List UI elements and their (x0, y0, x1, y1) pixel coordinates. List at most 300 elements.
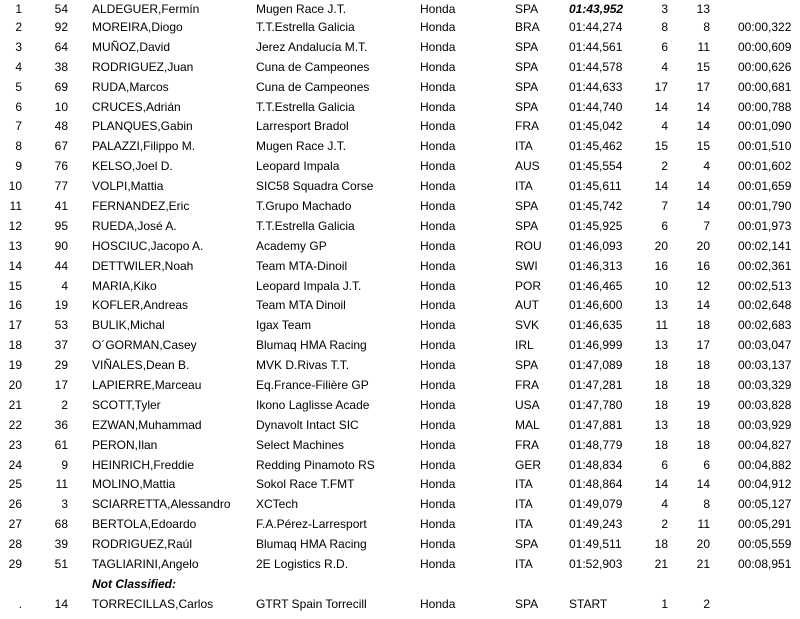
cell-rider: BULIK,Michal (92, 318, 165, 333)
cell-pos: 7 (15, 119, 22, 134)
cell-laps: 4 (661, 497, 668, 512)
cell-rider: MOLINO,Mattia (92, 477, 176, 492)
cell-gap: 00:05,127 (738, 497, 792, 512)
cell-rider: RODRIGUEZ,Raúl (92, 537, 193, 552)
cell-laps: 6 (661, 457, 668, 472)
cell-best: 14 (696, 477, 710, 492)
cell-best: 14 (696, 179, 710, 194)
cell-gap: 00:04,912 (738, 477, 792, 492)
cell-make: Honda (420, 338, 456, 353)
table-row (0, 117, 800, 137)
cell-nat: GER (515, 457, 542, 472)
table-row (0, 495, 800, 515)
cell-rider: PLANQUES,Gabin (92, 119, 193, 134)
cell-best: 17 (696, 338, 710, 353)
cell-num: 51 (54, 557, 68, 572)
table-row (0, 78, 800, 98)
cell-make: Honda (420, 477, 456, 492)
cell-time: 01:45,554 (569, 159, 623, 174)
cell-laps: 4 (661, 119, 668, 134)
cell-pos: . (18, 596, 22, 611)
cell-make: Honda (420, 159, 456, 174)
cell-make: Honda (420, 557, 456, 572)
cell-time: 01:48,834 (569, 457, 623, 472)
cell-rider: BERTOLA,Edoardo (92, 517, 197, 532)
cell-team: T.T.Estrella Galicia (256, 99, 355, 114)
cell-pos: 11 (9, 199, 22, 214)
cell-time: 01:46,600 (569, 298, 623, 313)
cell-time: 01:46,465 (569, 278, 623, 293)
cell-nat: SPA (515, 358, 539, 373)
cell-nat: ROU (515, 238, 542, 253)
table-row (0, 277, 800, 297)
cell-team: Jerez Andalucía M.T. (256, 39, 368, 54)
cell-laps: 18 (654, 378, 668, 393)
cell-team: Igax Team (256, 318, 312, 333)
cell-time: 01:46,313 (569, 258, 623, 273)
cell-best: 19 (696, 397, 710, 412)
cell-num: 29 (54, 358, 68, 373)
cell-best: 11 (697, 39, 710, 54)
cell-nat: BRA (515, 20, 540, 34)
cell-make: Honda (420, 457, 456, 472)
cell-pos: 29 (8, 557, 22, 572)
cell-nat: AUS (515, 159, 540, 174)
cell-rider: MOREIRA,Diogo (92, 20, 183, 34)
cell-laps: 13 (654, 298, 668, 313)
cell-num: 61 (54, 437, 68, 452)
table-row (0, 237, 800, 257)
cell-laps: 2 (661, 159, 668, 174)
cell-team: Larresport Bradol (256, 119, 349, 134)
table-row (0, 58, 800, 78)
cell-gap: 00:02,361 (738, 258, 792, 273)
cell-num: 48 (54, 119, 68, 134)
cell-pos: 6 (15, 99, 22, 114)
cell-gap: 00:02,648 (738, 298, 792, 313)
cell-pos: 19 (8, 358, 22, 373)
table-row (0, 217, 800, 237)
cell-nat: ITA (515, 497, 533, 512)
cell-num: 9 (61, 457, 68, 472)
cell-gap: 00:01,602 (738, 159, 792, 174)
cell-make: Honda (420, 179, 456, 194)
cell-time: 01:45,925 (569, 218, 623, 233)
cell-pos: 14 (8, 258, 22, 273)
cell-num: 19 (54, 298, 68, 313)
cell-make: Honda (420, 278, 456, 293)
cell-gap: 00:01,090 (738, 119, 792, 134)
cell-pos: 1 (15, 2, 22, 16)
cell-rider: EZWAN,Muhammad (92, 417, 202, 432)
cell-make: Honda (420, 437, 456, 452)
cell-make: Honda (420, 537, 456, 552)
cell-time: START (569, 596, 608, 611)
cell-time: 01:46,635 (569, 318, 623, 333)
cell-time: 01:47,780 (569, 397, 623, 412)
cell-team: 2E Logistics R.D. (256, 557, 349, 572)
cell-team: XCTech (256, 497, 299, 512)
cell-laps: 11 (655, 318, 668, 333)
table-row (0, 98, 800, 118)
cell-gap: 00:04,882 (738, 457, 792, 472)
cell-best: 6 (703, 457, 710, 472)
cell-team: Blumaq HMA Racing (256, 338, 367, 353)
cell-laps: 21 (654, 557, 668, 572)
cell-time: 01:44,740 (569, 99, 623, 114)
cell-best: 18 (696, 378, 710, 393)
cell-nat: ITA (515, 139, 533, 154)
cell-team: Mugen Race J.T. (256, 2, 347, 16)
cell-gap: 00:03,828 (738, 397, 792, 412)
cell-team: Sokol Race T.FMT (256, 477, 355, 492)
cell-nat: ITA (515, 477, 533, 492)
cell-team: Ikono Laglisse Acade (256, 397, 370, 412)
cell-nat: SPA (515, 596, 539, 611)
cell-laps: 10 (654, 278, 668, 293)
cell-make: Honda (420, 258, 456, 273)
cell-best: 17 (696, 79, 710, 94)
cell-num: 39 (54, 537, 68, 552)
cell-gap: 00:02,141 (738, 238, 792, 253)
cell-time: 01:44,561 (569, 39, 623, 54)
cell-team: Cuna de Campeones (256, 79, 370, 94)
cell-time: 01:45,611 (569, 179, 622, 194)
cell-laps: 13 (654, 417, 668, 432)
cell-pos: 9 (15, 159, 22, 174)
table-row (0, 376, 800, 396)
cell-team: Dynavolt Intact SIC (256, 417, 359, 432)
cell-gap: 00:03,047 (738, 338, 792, 353)
cell-best: 15 (696, 59, 710, 74)
cell-laps: 6 (661, 218, 668, 233)
cell-num: 95 (54, 218, 68, 233)
cell-laps: 2 (661, 517, 668, 532)
cell-gap: 00:03,137 (738, 358, 792, 373)
cell-pos: 10 (8, 179, 22, 194)
cell-time: 01:48,779 (569, 437, 623, 452)
table-row (0, 555, 800, 575)
cell-time: 01:46,999 (569, 338, 623, 353)
cell-time: 01:47,089 (569, 358, 623, 373)
cell-pos: 24 (8, 457, 22, 472)
cell-num: 68 (54, 517, 68, 532)
table-row (0, 475, 800, 495)
cell-best: 18 (696, 358, 710, 373)
cell-num: 77 (54, 179, 68, 194)
cell-make: Honda (420, 218, 456, 233)
cell-rider: MUÑOZ,David (92, 39, 171, 54)
cell-pos: 22 (8, 417, 22, 432)
cell-nat: SWI (515, 258, 538, 273)
cell-best: 16 (696, 258, 710, 273)
table-row (0, 137, 800, 157)
cell-team: GTRT Spain Torrecill (256, 596, 367, 611)
cell-num: 17 (54, 378, 68, 393)
cell-team: Team MTA-Dinoil (256, 258, 348, 273)
cell-best: 2 (703, 596, 710, 611)
cell-make: Honda (420, 397, 456, 412)
cell-num: 69 (54, 79, 68, 94)
cell-rider: HOSCIUC,Jacopo A. (92, 238, 204, 253)
cell-gap: 00:00,322 (738, 20, 792, 34)
cell-rider: TORRECILLAS,Carlos (92, 596, 214, 611)
cell-time: 01:46,093 (569, 238, 623, 253)
cell-gap: 00:02,513 (738, 278, 792, 293)
cell-laps: 14 (654, 179, 668, 194)
cell-gap: 00:01,510 (738, 139, 792, 154)
cell-rider: FERNANDEZ,Eric (92, 199, 190, 214)
cell-pos: 28 (8, 537, 22, 552)
cell-num: 11 (55, 477, 68, 492)
cell-pos: 13 (8, 238, 22, 253)
cell-gap: 00:00,626 (738, 59, 792, 74)
cell-best: 18 (696, 318, 710, 333)
table-row (0, 257, 800, 277)
cell-best: 13 (696, 2, 710, 16)
cell-pos: 20 (8, 378, 22, 393)
cell-gap: 00:00,788 (738, 99, 792, 114)
table-row (0, 436, 800, 456)
cell-make: Honda (420, 59, 456, 74)
cell-laps: 18 (654, 358, 668, 373)
cell-laps: 14 (654, 99, 668, 114)
cell-laps: 7 (661, 199, 668, 214)
cell-gap: 00:04,827 (738, 437, 792, 452)
cell-laps: 20 (654, 238, 668, 253)
cell-rider: PALAZZI,Filippo M. (92, 139, 196, 154)
cell-team: Eq.France-Filière GP (256, 378, 369, 393)
cell-time: 01:49,079 (569, 497, 623, 512)
cell-num: 4 (61, 278, 68, 293)
cell-pos: 15 (8, 278, 22, 293)
cell-make: Honda (420, 238, 456, 253)
cell-make: Honda (420, 517, 456, 532)
cell-nat: SPA (515, 79, 539, 94)
cell-nat: POR (515, 278, 542, 293)
table-row (0, 515, 800, 535)
cell-nat: SPA (515, 59, 539, 74)
cell-gap: 00:08,951 (738, 557, 792, 572)
cell-pos: 4 (15, 59, 22, 74)
cell-make: Honda (420, 39, 456, 54)
cell-laps: 15 (654, 139, 668, 154)
cell-rider: RUEDA,José A. (92, 218, 177, 233)
cell-rider: MARIA,Kiko (92, 278, 157, 293)
cell-best: 21 (696, 557, 710, 572)
cell-rider: HEINRICH,Freddie (92, 457, 195, 472)
cell-team: Mugen Race J.T. (256, 139, 347, 154)
cell-rider: RUDA,Marcos (92, 79, 169, 94)
cell-laps: 18 (654, 537, 668, 552)
cell-best: 14 (696, 119, 710, 134)
cell-make: Honda (420, 417, 456, 432)
cell-gap: 00:01,790 (738, 199, 792, 214)
cell-num: 38 (54, 59, 68, 74)
cell-time: 01:52,903 (569, 557, 623, 572)
table-row (0, 396, 800, 416)
table-row (0, 416, 800, 436)
cell-time: 01:44,274 (569, 20, 623, 34)
cell-gap: 00:02,683 (738, 318, 792, 333)
cell-team: Blumaq HMA Racing (256, 537, 367, 552)
cell-num: 90 (54, 238, 68, 253)
cell-rider: KOFLER,Andreas (92, 298, 189, 313)
cell-gap: 00:00,681 (738, 79, 792, 94)
cell-laps: 14 (654, 477, 668, 492)
cell-rider: KELSO,Joel D. (92, 159, 173, 174)
cell-make: Honda (420, 119, 456, 134)
cell-nat: SPA (515, 39, 539, 54)
cell-nat: SPA (515, 199, 539, 214)
cell-time: 01:47,881 (569, 417, 623, 432)
cell-rider: CRUCES,Adrián (92, 99, 181, 114)
cell-num: 14 (54, 596, 68, 611)
cell-nat: IRL (515, 338, 534, 353)
cell-gap: 00:03,929 (738, 417, 792, 432)
cell-rider: LAPIERRE,Marceau (92, 378, 202, 393)
cell-num: 54 (54, 2, 68, 16)
cell-best: 8 (703, 497, 710, 512)
cell-make: Honda (420, 2, 456, 16)
cell-rider: PERON,Ilan (92, 437, 158, 452)
cell-make: Honda (420, 318, 456, 333)
cell-gap: 00:01,659 (738, 179, 792, 194)
cell-pos: 21 (8, 397, 22, 412)
cell-team: T.Grupo Machado (256, 199, 352, 214)
cell-make: Honda (420, 139, 456, 154)
table-row (0, 177, 800, 197)
cell-team: Redding Pinamoto RS (256, 457, 375, 472)
cell-rider: DETTWILER,Noah (92, 258, 194, 273)
cell-num: 67 (54, 139, 68, 154)
cell-pos: 18 (8, 338, 22, 353)
cell-pos: 27 (8, 517, 22, 532)
cell-pos: 3 (15, 39, 22, 54)
table-row (0, 595, 800, 613)
cell-pos: 25 (8, 477, 22, 492)
cell-nat: MAL (515, 417, 540, 432)
cell-num: 2 (61, 397, 68, 412)
table-row (0, 316, 800, 336)
cell-rider: RODRIGUEZ,Juan (92, 59, 194, 74)
cell-pos: 8 (15, 139, 22, 154)
cell-rider: VIÑALES,Dean B. (92, 358, 190, 373)
cell-make: Honda (420, 596, 456, 611)
cell-make: Honda (420, 497, 456, 512)
cell-num: 44 (54, 258, 68, 273)
cell-laps: 1 (661, 596, 668, 611)
cell-best: 15 (696, 139, 710, 154)
cell-time: 01:45,042 (569, 119, 623, 134)
cell-nat: SPA (515, 2, 539, 16)
not-classified-label: Not Classified: (92, 576, 177, 591)
table-row (0, 356, 800, 376)
cell-nat: SPA (515, 99, 539, 114)
cell-rider: ALDEGUER,Fermín (92, 2, 200, 16)
cell-time: 01:43,952 (569, 2, 624, 16)
cell-nat: SPA (515, 218, 539, 233)
cell-laps: 4 (661, 59, 668, 74)
cell-rider: O´GORMAN,Casey (92, 338, 197, 353)
cell-num: 10 (54, 99, 68, 114)
cell-nat: SVK (515, 318, 540, 333)
cell-best: 4 (703, 159, 710, 174)
cell-team: T.T.Estrella Galicia (256, 218, 355, 233)
cell-gap: 00:03,329 (738, 378, 792, 393)
cell-num: 64 (54, 39, 68, 54)
cell-best: 12 (696, 278, 710, 293)
cell-best: 18 (696, 437, 710, 452)
cell-rider: VOLPI,Mattia (92, 179, 164, 194)
cell-best: 11 (697, 517, 710, 532)
cell-time: 01:45,742 (569, 199, 623, 214)
cell-best: 14 (696, 99, 710, 114)
cell-gap: 00:00,609 (738, 39, 792, 54)
cell-nat: FRA (515, 378, 539, 393)
cell-num: 76 (54, 159, 68, 174)
cell-team: Leopard Impala J.T. (256, 278, 362, 293)
cell-make: Honda (420, 378, 456, 393)
cell-time: 01:47,281 (569, 378, 623, 393)
table-row (0, 0, 800, 18)
cell-num: 92 (54, 20, 68, 34)
cell-nat: AUT (515, 298, 539, 313)
cell-pos: 26 (8, 497, 22, 512)
cell-rider: TAGLIARINI,Angelo (92, 557, 199, 572)
cell-nat: SPA (515, 537, 539, 552)
cell-num: 41 (54, 199, 68, 214)
cell-make: Honda (420, 199, 456, 214)
cell-laps: 18 (654, 437, 668, 452)
cell-team: Academy GP (256, 238, 327, 253)
cell-laps: 18 (654, 397, 668, 412)
cell-laps: 17 (654, 79, 668, 94)
table-row (0, 296, 800, 316)
cell-time: 01:44,633 (569, 79, 623, 94)
cell-time: 01:49,243 (569, 517, 623, 532)
cell-laps: 13 (654, 338, 668, 353)
cell-make: Honda (420, 99, 456, 114)
cell-time: 01:48,864 (569, 477, 623, 492)
cell-num: 3 (61, 497, 68, 512)
cell-best: 18 (696, 417, 710, 432)
cell-team: F.A.Pérez-Larresport (256, 517, 367, 532)
cell-team: Leopard Impala (256, 159, 340, 174)
cell-pos: 2 (15, 20, 22, 34)
cell-make: Honda (420, 20, 456, 34)
cell-team: Select Machines (256, 437, 345, 452)
cell-time: 01:45,462 (569, 139, 623, 154)
cell-best: 14 (696, 298, 710, 313)
cell-make: Honda (420, 79, 456, 94)
table-row (0, 18, 800, 38)
cell-nat: USA (515, 397, 540, 412)
cell-time: 01:44,578 (569, 59, 623, 74)
cell-best: 7 (703, 218, 710, 233)
cell-laps: 6 (661, 39, 668, 54)
cell-make: Honda (420, 358, 456, 373)
not-classified-rows (0, 595, 800, 613)
cell-team: T.T.Estrella Galicia (256, 20, 355, 34)
cell-time: 01:49,511 (569, 537, 622, 552)
cell-rider: SCIARRETTA,Alessandro (92, 497, 231, 512)
cell-team: Cuna de Campeones (256, 59, 370, 74)
cell-best: 20 (696, 238, 710, 253)
cell-num: 37 (54, 338, 68, 353)
table-row (0, 336, 800, 356)
cell-team: MVK D.Rivas T.T. (256, 358, 350, 373)
